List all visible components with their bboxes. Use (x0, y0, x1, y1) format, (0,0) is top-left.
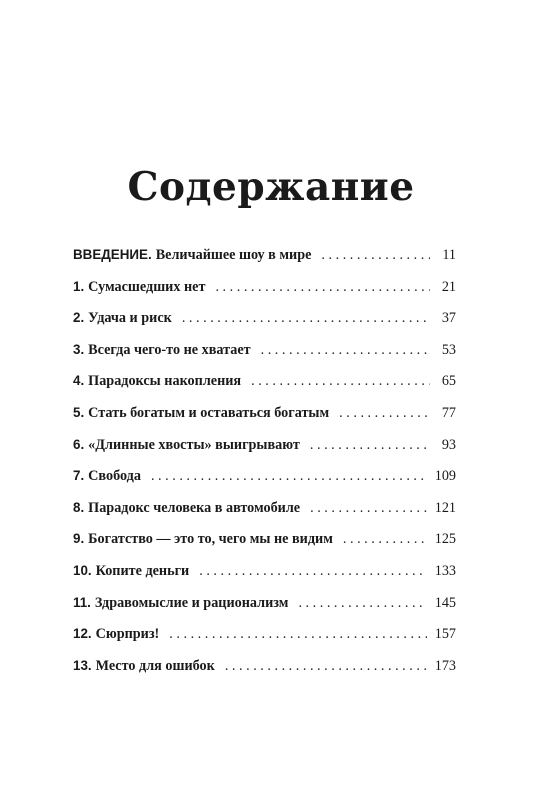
toc-entry-page: 37 (441, 310, 456, 327)
toc-entry (73, 342, 456, 374)
toc-entry (73, 626, 456, 658)
toc-entry (73, 310, 456, 342)
toc-entry-number: 12. (73, 626, 92, 642)
toc-entry-number: 3. (73, 341, 85, 357)
toc-entry-page: 93 (441, 436, 456, 453)
toc-entry (73, 468, 456, 500)
toc-entry-title: Место для ошибок (95, 657, 215, 674)
dot-leader (298, 595, 426, 612)
toc-entry-number: 9. (73, 531, 85, 547)
toc-entry-title: Сумасшедших нет (88, 278, 206, 295)
page-title: Содержание (127, 164, 415, 210)
toc-entry-title: Величайшее шоу в мире (155, 247, 312, 263)
dot-leader (310, 500, 427, 517)
toc-entry-title: Парадоксы накопления (88, 373, 242, 390)
toc-entry (73, 563, 456, 595)
toc-entry-page: 121 (434, 499, 456, 516)
dot-leader (339, 405, 430, 422)
toc-entry (73, 279, 456, 311)
dot-leader (321, 247, 430, 264)
toc-entry (73, 247, 456, 279)
toc-entry-page: 109 (434, 468, 456, 485)
toc-entry-page: 173 (434, 657, 456, 674)
toc-entry (73, 531, 456, 563)
toc-entry (73, 437, 456, 469)
toc-entry-title: Копите деньги (95, 562, 190, 579)
toc-entry-title: Стать богатым и оставаться богатым (88, 404, 330, 421)
dot-leader (182, 310, 430, 327)
toc-entry-title: Здравомыслие и рационализм (94, 594, 289, 611)
table-of-contents (73, 247, 456, 689)
toc-entry-title: Удача и риск (88, 310, 172, 327)
toc-entry-title: Богатство — это то, чего мы не видим (88, 531, 333, 548)
toc-entry (73, 405, 456, 437)
toc-entry-number: ВВЕДЕНИЕ. (73, 247, 152, 262)
toc-entry-page: 11 (442, 247, 456, 263)
toc-entry-number: 5. (73, 404, 85, 420)
toc-entry-page: 157 (434, 626, 456, 643)
toc-entry-title: Сюрприз! (95, 626, 160, 643)
dot-leader (343, 531, 427, 548)
toc-entry-page: 145 (434, 594, 456, 611)
dot-leader (310, 437, 430, 454)
toc-entry-title: Всегда чего-то не хватает (88, 341, 251, 358)
toc-entry (73, 500, 456, 532)
toc-entry-number: 6. (73, 436, 85, 452)
toc-entry-number: 13. (73, 657, 92, 673)
toc-entry-number: 8. (73, 499, 85, 515)
dot-leader (225, 658, 427, 675)
toc-entry-page: 133 (434, 562, 456, 579)
toc-entry-number: 7. (73, 468, 85, 484)
dot-leader (251, 373, 430, 390)
toc-entry-number: 2. (73, 310, 85, 326)
dot-leader (261, 342, 430, 359)
dot-leader (199, 563, 426, 580)
toc-entry (73, 658, 456, 690)
toc-entry-title: Парадокс человека в автомобиле (88, 499, 301, 516)
dot-leader (151, 468, 427, 485)
toc-entry-title: «Длинные хвосты» выигрывают (88, 436, 300, 453)
toc-entry-number: 4. (73, 373, 85, 389)
toc-entry-page: 125 (434, 531, 456, 548)
toc-entry-title: Свобода (88, 468, 141, 485)
toc-entry-page: 21 (441, 278, 456, 295)
toc-entry (73, 595, 456, 627)
toc-entry-number: 1. (73, 278, 85, 294)
toc-entry-page: 53 (441, 341, 456, 358)
toc-entry-page: 65 (441, 373, 456, 390)
toc-entry-page: 77 (441, 404, 456, 421)
toc-entry-number: 10. (73, 562, 92, 578)
dot-leader (169, 626, 426, 643)
toc-entry (73, 373, 456, 405)
dot-leader (215, 279, 430, 296)
toc-entry-number: 11. (73, 594, 91, 610)
